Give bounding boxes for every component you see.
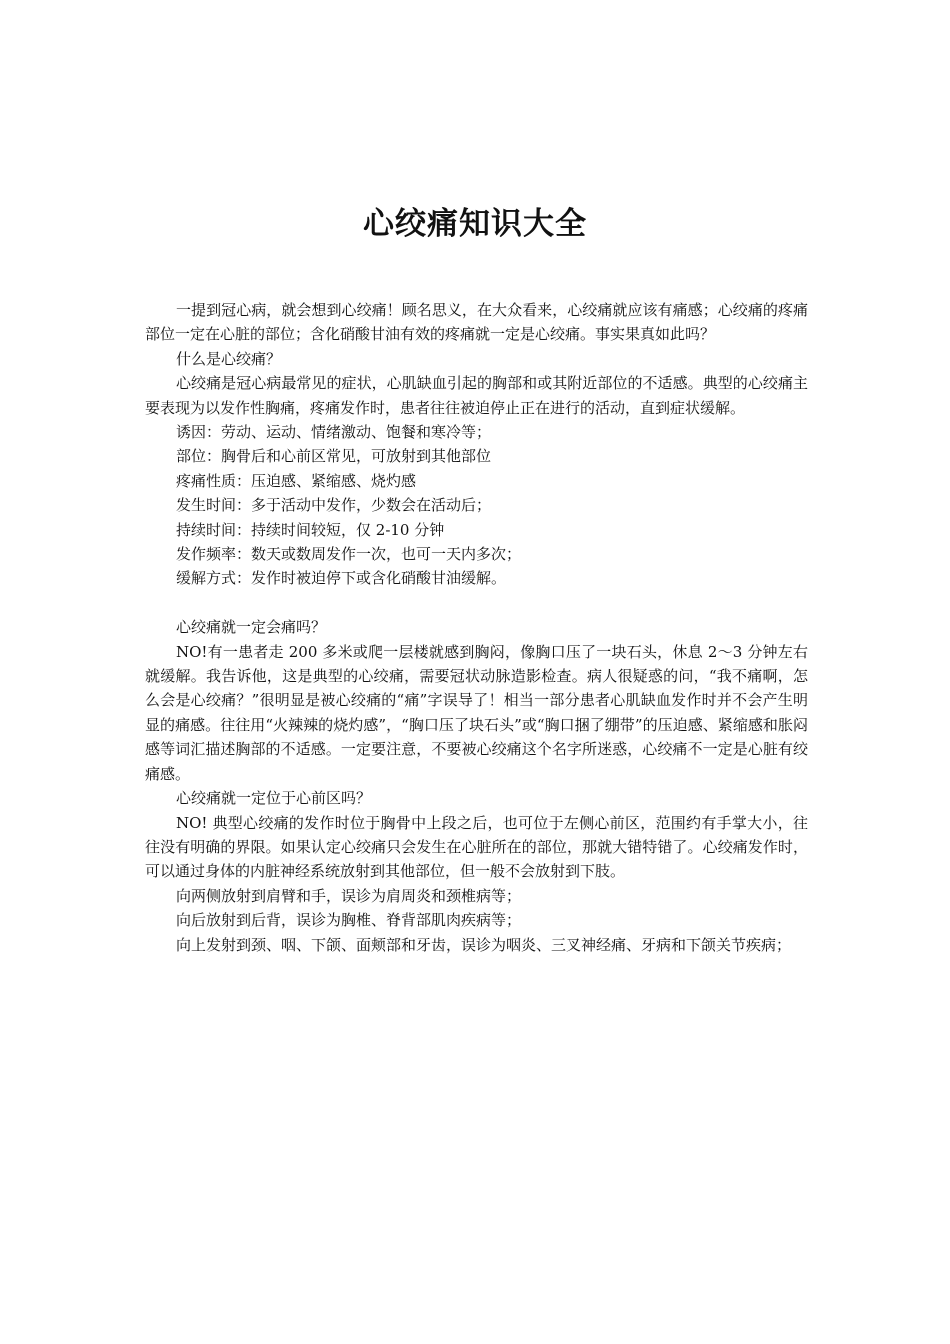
paragraph-definition: 心绞痛是冠心病最常见的症状，心肌缺血引起的胸部和或其附近部位的不适感。典型的心绞痛主要表现为以发作性胸痛，疼痛发作时，患者往往被迫停止正在进行的活动，直到症状缓解。: [145, 374, 808, 417]
paragraph-heading-always-pain: 心绞痛就一定会痛吗？: [176, 618, 327, 637]
paragraph-pain-nature: 疼痛性质：压迫感、紧缩感、烧灼感: [176, 471, 417, 490]
paragraph-trigger: 诱因：劳动、运动、情绪激动、饱餐和寒冷等；: [176, 423, 492, 442]
paragraph-frequency: 发作频率：数天或数周发作一次，也可一天内多次；: [176, 545, 522, 564]
document-body: [145, 298, 808, 957]
paragraph-heading-precordial: 心绞痛就一定位于心前区吗？: [176, 789, 372, 808]
paragraph-radiation: NO! 典型心绞痛的发作时位于胸骨中上段之后，也可位于左侧心前区，范围约有手掌大小，往往没有明确的界限。如果认定心绞痛只会发生在心脏所在的部位，那就大错特错了。心绞痛发作时，可以通过身体的内脏神经系统放射到其他部位，但一般不会放射到下肢。: [145, 813, 808, 881]
paragraph-radiation-sides: 向两侧放射到肩臂和手，误诊为肩周炎和颈椎病等；: [176, 886, 522, 905]
paragraph-radiation-back: 向后放射到后背，误诊为胸椎、脊背部肌肉疾病等；: [176, 911, 522, 930]
document-title: 心绞痛知识大全: [363, 205, 587, 242]
paragraph-duration: 持续时间：持续时间较短，仅 2-10 分钟: [176, 520, 445, 539]
paragraph-heading-what-is-angina: 什么是心绞痛？: [176, 349, 282, 368]
blank-line: [145, 591, 808, 615]
paragraph-case-example: NO!有一患者走 200 多米或爬一层楼就感到胸闷，像胸口压了一块石头，休息 2～3 分钟左右就缓解。我告诉他，这是典型的心绞痛，需要冠状动脉造影检查。病人很疑惑的问，“我不痛啊，怎么会是心绞痛？”很明显是被心绞痛的“痛”字误导了！相当一部分患者心肌缺血发作时并不会产生明显的痛感。往往用“火辣辣的烧灼感”，“胸口压了块石头”或“胸口捆了绷带”的压迫感、紧缩感和胀闷感等词汇描述胸部的不适感。一定要注意，不要被心绞痛这个名字所迷惑，心绞痛不一定是心脏有绞痛感。: [145, 642, 808, 783]
paragraph-relief: 缓解方式：发作时被迫停下或含化硝酸甘油缓解。: [176, 569, 507, 588]
paragraph-radiation-up: 向上发射到颈、咽、下颌、面颊部和牙齿，误诊为咽炎、三叉神经痛、牙病和下颌关节疾病；: [176, 935, 792, 954]
paragraph-onset-time: 发生时间：多于活动中发作，少数会在活动后；: [176, 496, 492, 515]
paragraph-location: 部位：胸骨后和心前区常见，可放射到其他部位: [176, 447, 492, 466]
paragraph-intro: 一提到冠心病，就会想到心绞痛！顾名思义，在大众看来，心绞痛就应该有痛感；心绞痛的疼痛部位一定在心脏的部位；含化硝酸甘油有效的疼痛就一定是心绞痛。事实果真如此吗？: [145, 301, 808, 344]
